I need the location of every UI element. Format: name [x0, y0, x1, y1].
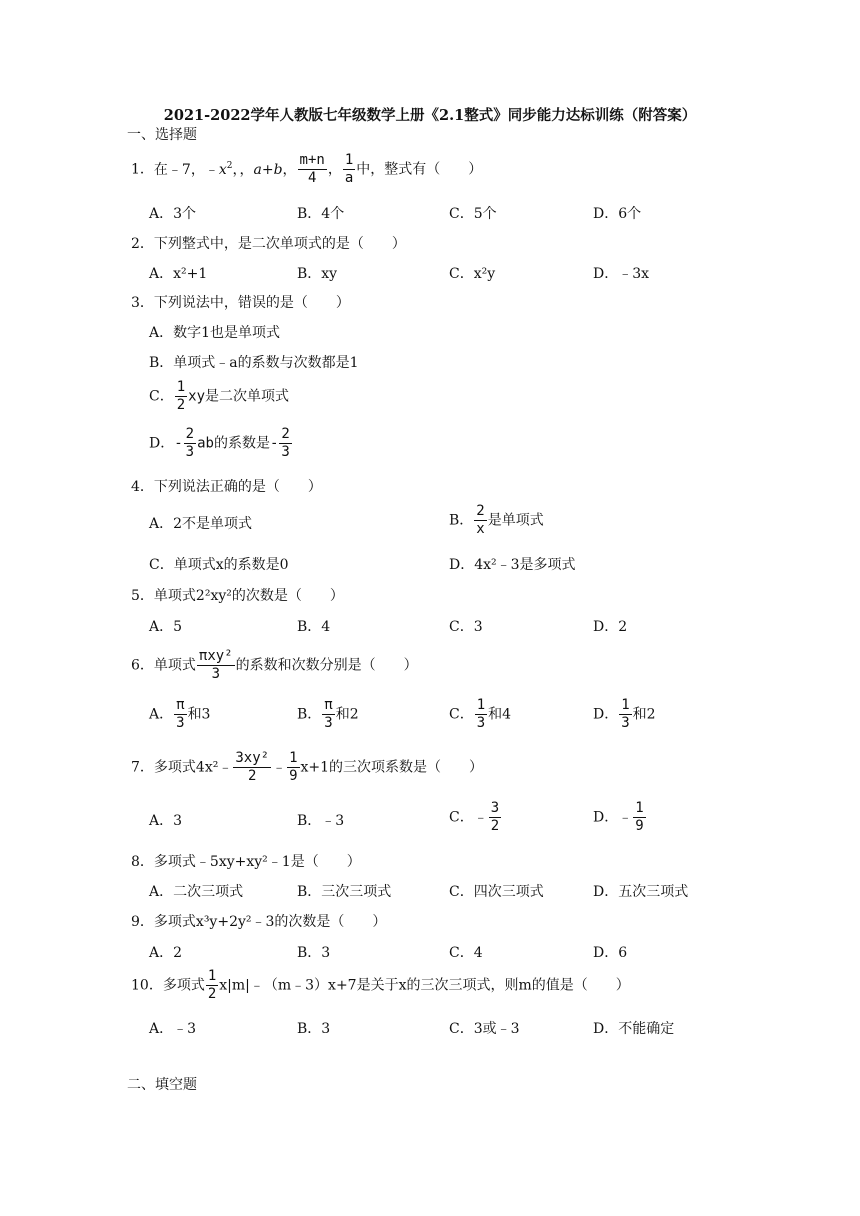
question-4: 4．下列说法正确的是（ ）	[131, 479, 322, 495]
q9-option-a: A．2	[149, 945, 183, 961]
q4-option-c: C．单项式x的系数是0	[149, 557, 289, 573]
question-7: 7．多项式4x²﹣ $\frac{\text{3xy²}}{2}$ ﹣ $\frac{1}{9}$ x+1的三次项系数是（ ）	[131, 750, 484, 784]
fraction-2-over-3-b: $\frac{2}{3}$	[281, 426, 290, 460]
q10-option-d: D．不能确定	[593, 1021, 675, 1037]
q6-option-a: A． $\frac{\pi}{3}$ 和3	[149, 697, 211, 731]
fraction-2-over-3: $\frac{2}{3}$	[185, 426, 195, 460]
q2-option-a: A．x²+1	[149, 266, 208, 282]
q1-option-d: D．6个	[593, 206, 642, 222]
q10-option-b: B．3	[297, 1021, 331, 1037]
q4-option-a: A．2不是单项式	[149, 516, 253, 532]
q5-option-d: D．2	[593, 619, 628, 635]
question-1: 1．在﹣7，$﹣x^2$，，a+b， $\frac{m+n}{4}$ ， $\frac{1}{a}$ 中，整式有（ ）	[131, 152, 483, 186]
q7-option-b: B．﹣3	[297, 813, 345, 829]
q7-option-c: C．﹣ $\frac{3}{2}$	[449, 800, 500, 834]
q7-option-d: D．﹣ $\frac{1}{9}$	[593, 800, 644, 834]
q9-option-c: C．4	[449, 945, 483, 961]
fraction-2-over-x: $\frac{2}{x}$	[476, 503, 485, 537]
q2-option-c: C．x²y	[449, 266, 496, 282]
question-8: 8．多项式﹣5xy+xy²﹣1是（ ）	[131, 854, 361, 870]
fraction-pi-xy2-over-3: $\frac{\text{πxy²}}{3}$	[198, 648, 233, 682]
q8-option-d: D．五次三项式	[593, 884, 689, 900]
question-5: 5．单项式2²xy²的次数是（ ）	[131, 588, 344, 604]
question-2: 2．下列整式中，是二次单项式的是（ ）	[131, 236, 406, 252]
q6-option-b: B． $\frac{\pi}{3}$ 和2	[297, 697, 359, 731]
fraction-1-over-2-q10: $\frac{1}{2}$	[207, 968, 217, 1002]
q9-option-b: B．3	[297, 945, 331, 961]
q10-option-a: A．﹣3	[149, 1021, 197, 1037]
q2-option-b: B．xy	[297, 266, 338, 282]
q5-option-a: A．5	[149, 619, 183, 635]
question-9: 9．多项式x³y+2y²﹣3的次数是（ ）	[131, 914, 387, 930]
fraction-3xy2-over-2: $\frac{\text{3xy²}}{2}$	[235, 750, 270, 784]
fraction-1-over-9: $\frac{1}{9}$	[289, 750, 298, 784]
section-heading-choice: 一、选择题	[127, 127, 197, 143]
q10-option-c: C．3或﹣3	[449, 1021, 520, 1037]
q8-option-b: B．三次三项式	[297, 884, 392, 900]
q9-option-d: D．6	[593, 945, 628, 961]
q4-option-d: D．4x²﹣3是多项式	[449, 557, 576, 573]
question-6: 6．单项式 $\frac{\text{πxy²}}{3}$ 的系数和次数分别是（ ）	[131, 648, 418, 682]
q7-option-a: A．3	[149, 813, 183, 829]
document-title: 2021-2022学年人教版七年级数学上册《2.1整式》同步能力达标训练（附答案）	[163, 107, 697, 124]
q8-option-a: A．二次三项式	[149, 884, 244, 900]
q1-option-b: B．4个	[297, 206, 345, 222]
q3-option-a: A．数字1也是单项式	[149, 325, 281, 341]
q1-option-a: A．3个	[149, 206, 197, 222]
section-heading-fill: 二、填空题	[127, 1077, 197, 1093]
q1-option-c: C．5个	[449, 206, 497, 222]
q3-option-d: D．- $\frac{2}{3}$ ab的系数是- $\frac{2}{3}$	[149, 426, 290, 460]
question-3: 3．下列说法中，错误的是（ ）	[131, 295, 350, 311]
q6-option-c: C． $\frac{1}{3}$ 和4	[449, 697, 512, 731]
fraction-1-over-2: $\frac{1}{2}$	[176, 379, 186, 413]
q5-option-b: B．4	[297, 619, 331, 635]
fraction-1-over-a: $\frac{1}{a}$	[344, 152, 354, 186]
fraction-m-plus-n-over-4: $\frac{m+n}{4}$	[299, 152, 325, 186]
q3-option-b: B．单项式﹣a的系数与次数都是1	[149, 355, 359, 371]
q2-option-d: D．﹣3x	[593, 266, 650, 282]
q5-option-c: C．3	[449, 619, 483, 635]
q3-option-c: C． $\frac{1}{2}$ xy是二次单项式	[149, 379, 290, 413]
q4-option-b: B． $\frac{2}{x}$ 是单项式	[449, 503, 544, 537]
q8-option-c: C．四次三项式	[449, 884, 544, 900]
q6-option-d: D． $\frac{1}{3}$ 和2	[593, 697, 656, 731]
question-10: 10．多项式 $\frac{1}{2}$ x|m|﹣（m﹣3）x+7是关于x的三次三项式，则m的值是（ ）	[131, 968, 630, 1002]
